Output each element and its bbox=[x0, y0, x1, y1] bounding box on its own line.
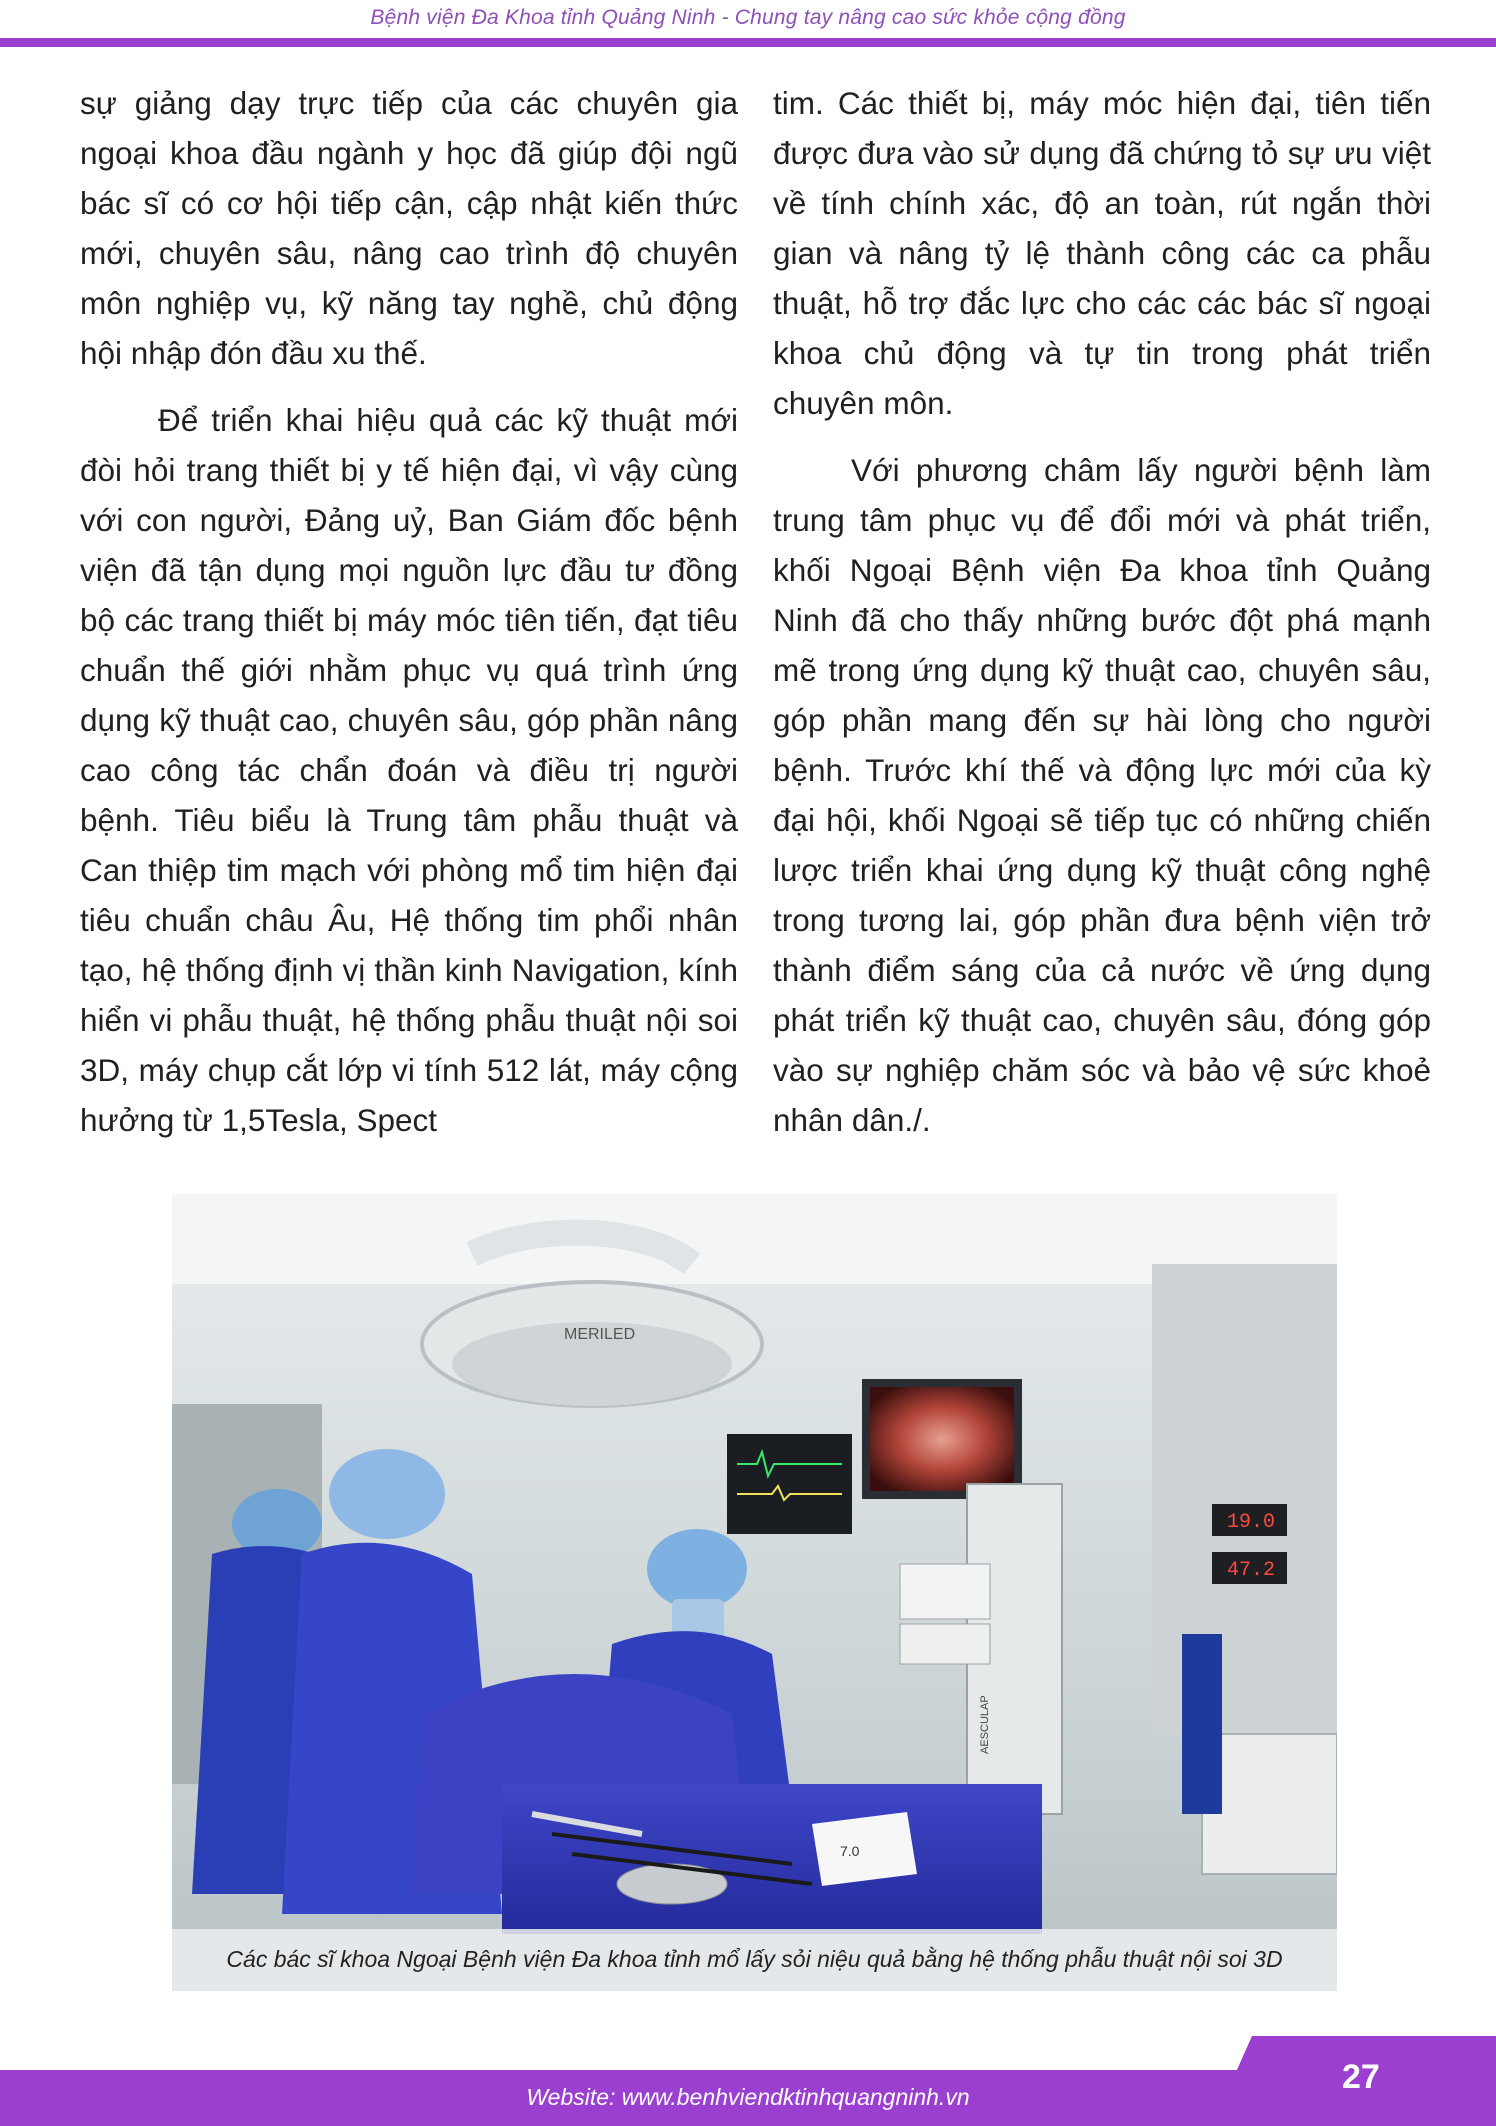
endoscopy-screen bbox=[870, 1387, 1014, 1491]
right-column bbox=[773, 78, 1431, 1162]
surgery-photo bbox=[172, 1194, 1337, 1991]
left-paragraph-2: Để triển khai hiệu quả các kỹ thuật mới đòi hỏi trang thiết bị y tế hiện đại, vì vậy cùng với con người, Đảng uỷ, Ban Giám đốc bệnh viện đã tận dụng mọi nguồn lực đầu tư đồng bộ các trang thiết bị máy móc tiên tiến, đạt tiêu chuẩn thế giới nhằm phục vụ quá trình ứng dụng kỹ thuật cao, chuyên sâu, góp phần nâng cao công tác chẩn đoán và điều trị người bệnh. Tiêu biểu là Trung tâm phẫu thuật và Can thiệp tim mạch với phòng mổ tim hiện đại tiêu chuẩn châu Âu, Hệ thống tim phổi nhân tạo, hệ thống định vị thần kinh Navigation, kính hiển vi phẫu thuật, hệ thống phẫu thuật nội soi 3D, máy chụp cắt lớp vi tính 512 lát, máy cộng hưởng từ 1,5Tesla, Spect bbox=[80, 402, 738, 1138]
left-paragraph-1: sự giảng dạy trực tiếp của các chuyên gia ngoại khoa đầu ngành y học đã giúp đội ngũ bác sĩ có cơ hội tiếp cận, cập nhật kiến thức mới, chuyên sâu, nâng cao trình độ chuyên môn nghiệp vụ, kỹ năng tay nghề, chủ động hội nhập đón đầu xu thế. bbox=[80, 85, 738, 371]
running-header: Bệnh viện Đa Khoa tỉnh Quảng Ninh - Chung tay nâng cao sức khỏe cộng đồng bbox=[370, 6, 1126, 29]
vitals-monitor bbox=[727, 1434, 852, 1534]
sheet-label: 7.0 bbox=[840, 1843, 860, 1859]
tower-brand-label: AESCULAP bbox=[979, 1695, 991, 1754]
blue-cylinder bbox=[1182, 1634, 1222, 1814]
operating-room-illustration bbox=[172, 1194, 1337, 1991]
surgeon-cap-center bbox=[329, 1449, 445, 1539]
surgeon-cap-right bbox=[647, 1529, 747, 1609]
light-source-unit bbox=[900, 1624, 990, 1664]
footer-website: Website: www.benhviendktinhquangninh.vn bbox=[526, 2084, 970, 2110]
light-brand-label: MERILED bbox=[564, 1326, 636, 1343]
right-paragraph-2: Với phương châm lấy người bệnh làm trung tâm phục vụ để đổi mới và phát triển, khối Ngoại Bệnh viện Đa khoa tỉnh Quảng Ninh đã cho thấy những bước đột phá mạnh mẽ trong ứng dụng kỹ thuật cao, chuyên sâu, góp phần mang đến sự hài lòng cho người bệnh. Trước khí thế và động lực mới của kỳ đại hội, khối Ngoại sẽ tiếp tục có những chiến lược triển khai ứng dụng kỹ thuật công nghệ trong tương lai, góp phần đưa bệnh viện trở thành điểm sáng của cả nước về ứng dụng phát triển kỹ thuật cao, chuyên sâu, đóng góp vào sự nghiệp chăm sóc và bảo vệ sức khoẻ nhân dân./. bbox=[773, 452, 1431, 1138]
left-column bbox=[80, 78, 738, 1162]
camera-unit bbox=[900, 1564, 990, 1619]
header-rule bbox=[0, 38, 1496, 47]
anesthesia-machine bbox=[1202, 1734, 1337, 1874]
page-number: 27 bbox=[1342, 2058, 1380, 2096]
instrument-sheet bbox=[812, 1812, 917, 1886]
humidity-value: 47.2 bbox=[1227, 1559, 1276, 1582]
right-paragraph-1: tim. Các thiết bị, máy móc hiện đại, tiên tiến được đưa vào sử dụng đã chứng tỏ sự ưu việt về tính chính xác, độ an toàn, rút ngắn thời gian và nâng tỷ lệ thành công các ca phẫu thuật, hỗ trợ đắc lực cho các các bác sĩ ngoại khoa chủ động và tự tin trong phát triển chuyên môn. bbox=[773, 85, 1431, 421]
temperature-value: 19.0 bbox=[1227, 1511, 1276, 1534]
instrument-table bbox=[502, 1784, 1042, 1934]
wall-panel bbox=[1152, 1264, 1337, 1734]
photo-caption: Các bác sĩ khoa Ngoại Bệnh viện Đa khoa tỉnh mổ lấy sỏi niệu quả bằng hệ thống phẫu thuật nội soi 3D bbox=[226, 1946, 1283, 1972]
